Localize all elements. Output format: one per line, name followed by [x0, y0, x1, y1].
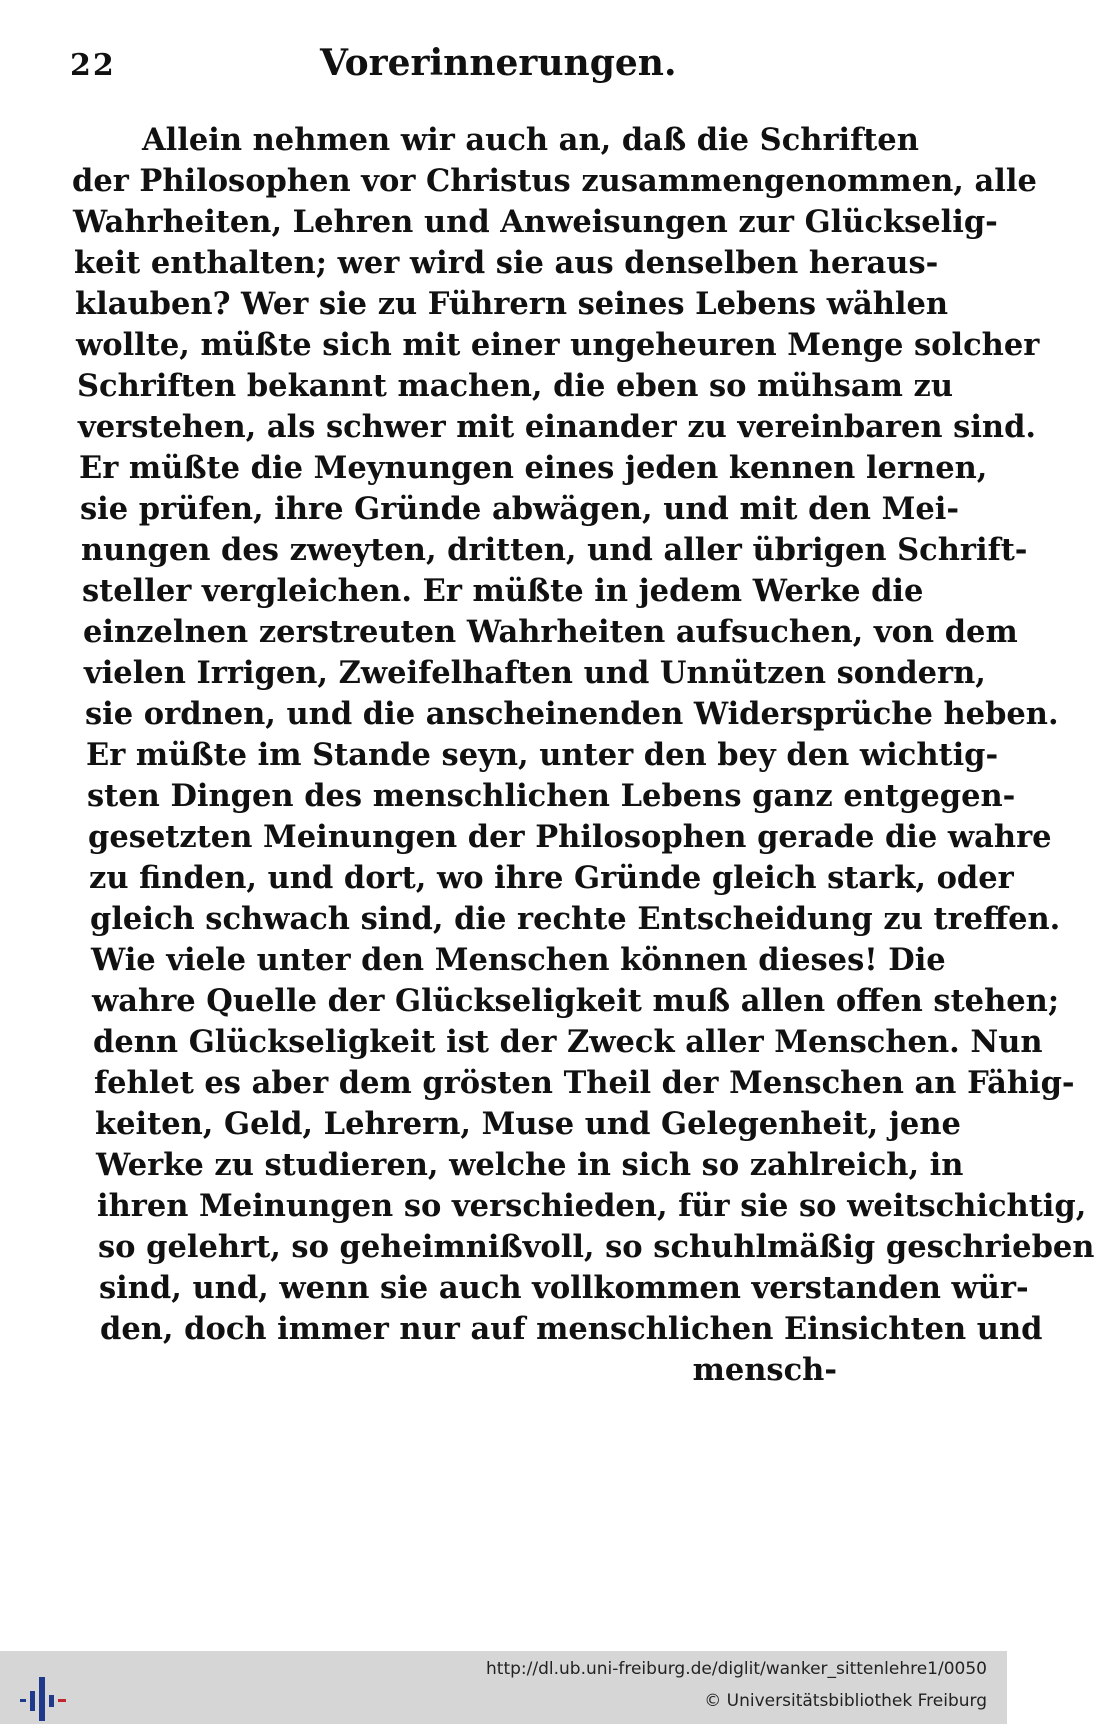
ub-freiburg-logo-icon: [18, 1669, 68, 1721]
text-line: Schriften bekannt machen, die eben so mühsam zu: [77, 368, 954, 404]
text-line: vielen Irrigen, Zweifelhaften und Unnützen sondern,: [84, 655, 986, 691]
copyright-notice: © Universitätsbibliothek Freiburg: [704, 1691, 987, 1711]
text-line: ihren Meinungen so verschieden, für sie so weitschichtig,: [97, 1188, 1087, 1224]
text-line: Werke zu studieren, welche in sich so zahlreich, in: [96, 1147, 964, 1183]
footer-bar: [0, 1651, 1007, 1724]
text-line: Allein nehmen wir auch an, daß die Schriften: [142, 122, 919, 158]
text-line: einzelnen zerstreuten Wahrheiten aufsuchen, von dem: [83, 614, 1018, 650]
text-line: sie ordnen, und die anscheinenden Widersprüche heben.: [85, 696, 1059, 732]
text-line: denn Glückseligkeit ist der Zweck aller Menschen. Nun: [93, 1024, 1043, 1060]
text-line: nungen des zweyten, dritten, und aller übrigen Schrift-: [81, 532, 1028, 568]
text-line: gesetzten Meinungen der Philosophen gerade die wahre: [88, 819, 1052, 855]
page-number: 22: [70, 48, 116, 83]
text-line: der Philosophen vor Christus zusammengenommen, alle: [72, 163, 1037, 199]
text-line: Wahrheiten, Lehren und Anweisungen zur Glückselig-: [73, 204, 998, 240]
text-line: den, doch immer nur auf menschlichen Einsichten und: [100, 1311, 1043, 1347]
text-line: steller vergleichen. Er müßte in jedem Werke die: [82, 573, 924, 609]
text-line: Wie viele unter den Menschen können dieses! Die: [91, 942, 946, 978]
text-line: fehlet es aber dem grösten Theil der Menschen an Fähig-: [94, 1065, 1075, 1101]
text-line: keit enthalten; wer wird sie aus denselben heraus-: [74, 245, 939, 281]
text-line: zu finden, und dort, wo ihre Gründe gleich stark, oder: [89, 860, 1014, 896]
text-line: wollte, müßte sich mit einer ungeheuren Menge solcher: [76, 327, 1040, 363]
text-line: Er müßte die Meynungen eines jeden kennen lernen,: [79, 450, 988, 486]
text-line: verstehen, als schwer mit einander zu vereinbaren sind.: [78, 409, 1037, 445]
text-line: sind, und, wenn sie auch vollkommen verstanden wür-: [99, 1270, 1029, 1306]
text-line: wahre Quelle der Glückseligkeit muß allen offen stehen;: [92, 983, 1060, 1019]
text-line: Er müßte im Stande seyn, unter den bey den wichtig-: [86, 737, 999, 773]
text-line: sie prüfen, ihre Gründe abwägen, und mit den Mei-: [80, 491, 960, 527]
text-line: so gelehrt, so geheimnißvoll, so schuhlmäßig geschrieben: [98, 1229, 1094, 1265]
text-line: keiten, Geld, Lehrern, Muse und Gelegenheit, jene: [95, 1106, 961, 1142]
text-line: gleich schwach sind, die rechte Entscheidung zu treffen.: [90, 901, 1061, 937]
running-head: Vorerinnerungen.: [320, 42, 677, 84]
catchword: mensch-: [692, 1352, 837, 1388]
text-line: sten Dingen des menschlichen Lebens ganz entgegen-: [87, 778, 1016, 814]
text-line: klauben? Wer sie zu Führern seines Lebens wählen: [75, 286, 949, 322]
source-url-link[interactable]: http://dl.ub.uni-freiburg.de/diglit/wanker_sittenlehre1/0050: [486, 1659, 987, 1679]
